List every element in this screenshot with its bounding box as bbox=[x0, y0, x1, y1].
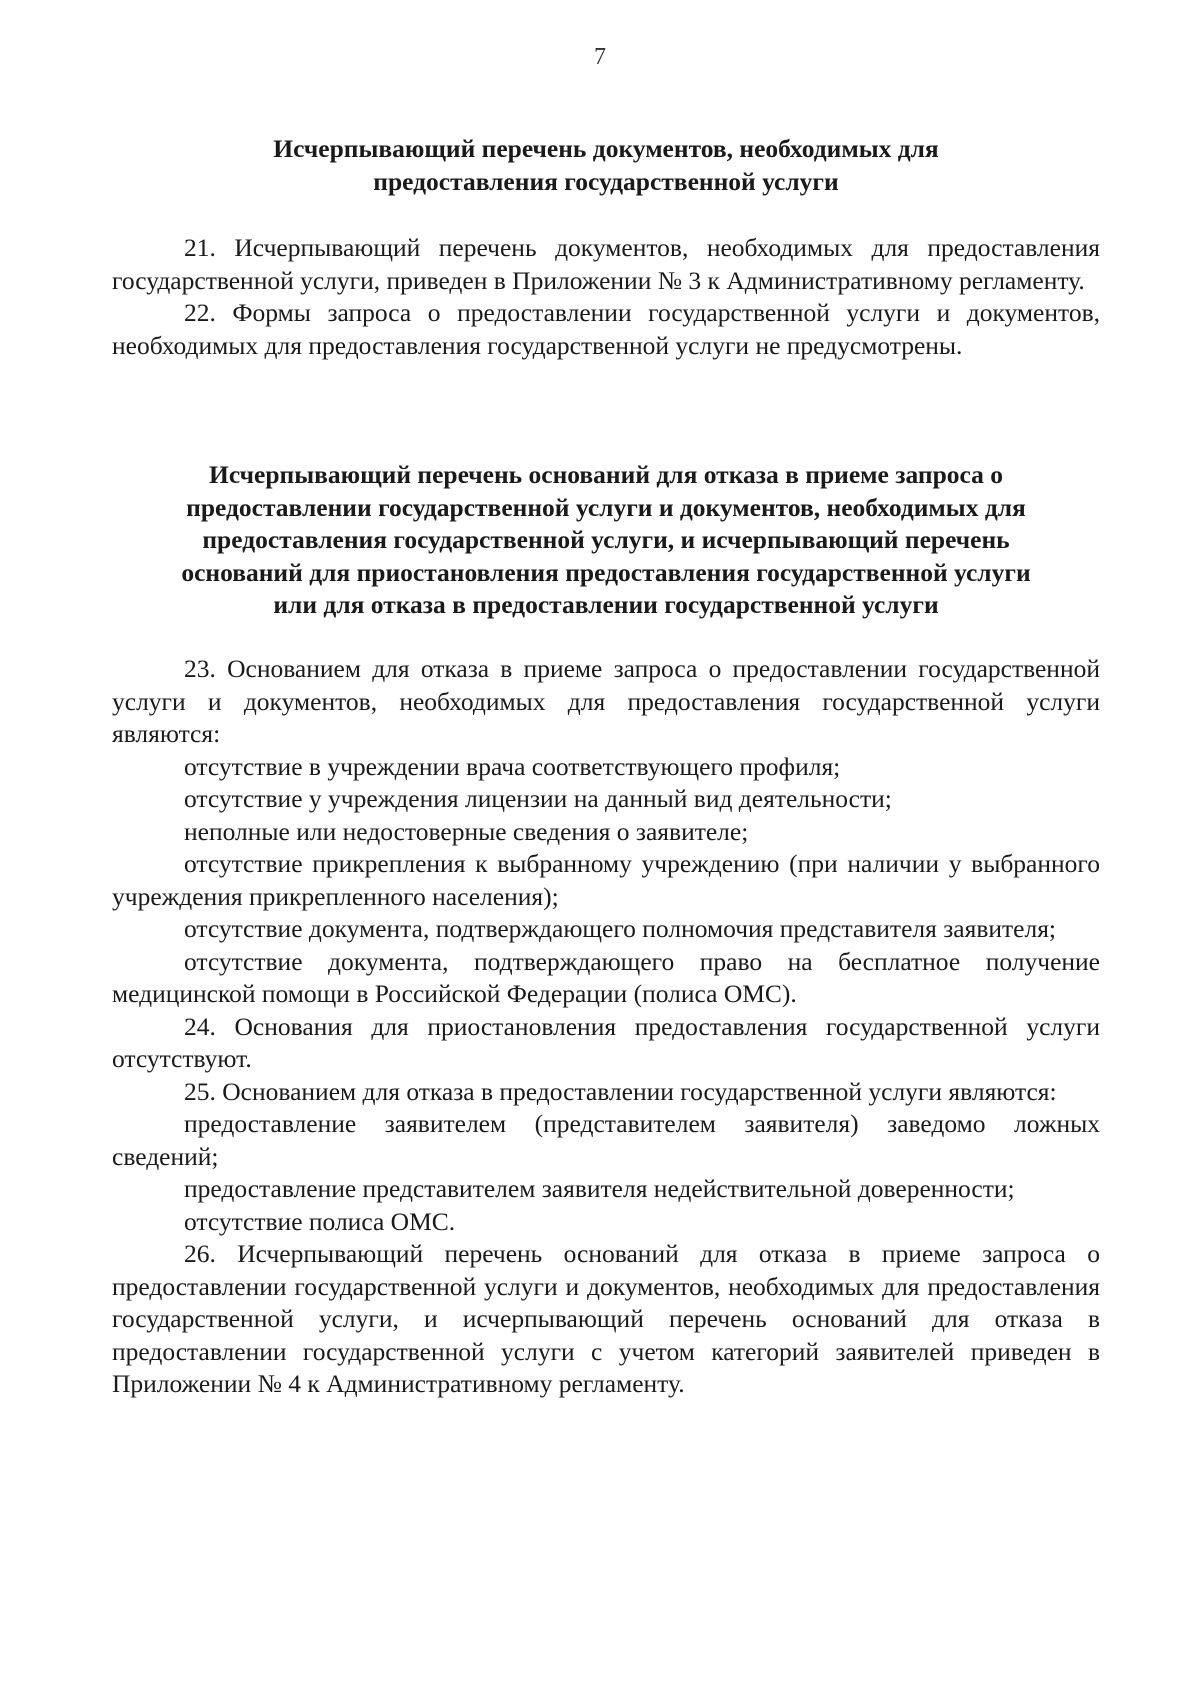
section-heading-documents bbox=[112, 133, 1100, 198]
heading-line: предоставлении государственной услуги и документов, необходимых для bbox=[186, 492, 1026, 522]
heading-line: Исчерпывающий перечень оснований для отказа в приеме запроса о bbox=[208, 460, 1004, 489]
heading-line: или для отказа в предоставлении государственной услуги bbox=[273, 590, 939, 619]
list-item: отсутствие у учреждения лицензии на данный вид деятельности; bbox=[184, 784, 892, 813]
heading-line: предоставления государственной услуги, и исчерпывающий перечень bbox=[202, 525, 1010, 554]
paragraph-26: 26. Исчерпывающий перечень оснований для отказа в приеме запроса о предоставлении государственной услуги и документов, необходимых для предоставления государственной услуги, и исчерпывающий перечень оснований для отказа в предоставлении государственной услуги с учетом категорий заявителей приведен в Приложении № 4 к Административному регламенту. bbox=[112, 1239, 1100, 1398]
heading-line: Исчерпывающий перечень документов, необходимых для bbox=[273, 134, 939, 163]
paragraph-24: 24. Основания для приостановления предоставления государственной услуги отсутствуют. bbox=[112, 1011, 1100, 1073]
list-item: отсутствие прикрепления к выбранному учреждению (при наличии у выбранного учреждения прикрепленного населения); bbox=[112, 849, 1100, 911]
heading-line: предоставления государственной услуги bbox=[373, 166, 839, 196]
paragraph-25: 25. Основанием для отказа в предоставлении государственной услуги являются: bbox=[184, 1076, 1057, 1106]
list-item: неполные или недостоверные сведения о заявителе; bbox=[184, 816, 749, 846]
list-item: отсутствие документа, подтверждающего право на бесплатное получение медицинской помощи в Российской Федерации (полиса ОМС). bbox=[112, 946, 1100, 1008]
list-item: отсутствие документа, подтверждающего полномочия представителя заявителя; bbox=[184, 914, 1057, 943]
paragraph-21: 21. Исчерпывающий перечень документов, необходимых для предоставления государственной услуги, приведен в Приложении № 3 к Административному регламенту. bbox=[112, 233, 1100, 295]
paragraph-22: 22. Формы запроса о предоставлении государственной услуги и документов, необходимых для предоставления государственной услуги не предусмотрены. bbox=[112, 298, 1100, 360]
list-item: предоставление заявителем (представителем заявителя) заведомо ложных сведений; bbox=[112, 1109, 1100, 1171]
section-body-documents bbox=[112, 232, 1100, 362]
paragraph-23: 23. Основанием для отказа в приеме запроса о предоставлении государственной услуги и документов, необходимых для предоставления государственной услуги являются: bbox=[112, 654, 1100, 748]
list-item: предоставление представителем заявителя недействительной доверенности; bbox=[184, 1174, 1015, 1203]
list-item: отсутствие в учреждении врача соответствующего профиля; bbox=[184, 751, 841, 781]
list-item: отсутствие полиса ОМС. bbox=[184, 1206, 456, 1236]
heading-line: оснований для приостановления предоставления государственной услуги bbox=[181, 557, 1031, 587]
page-number: 7 bbox=[594, 44, 606, 70]
section-heading-refusal-grounds bbox=[112, 459, 1100, 622]
section-body-refusal-grounds bbox=[112, 653, 1100, 1401]
